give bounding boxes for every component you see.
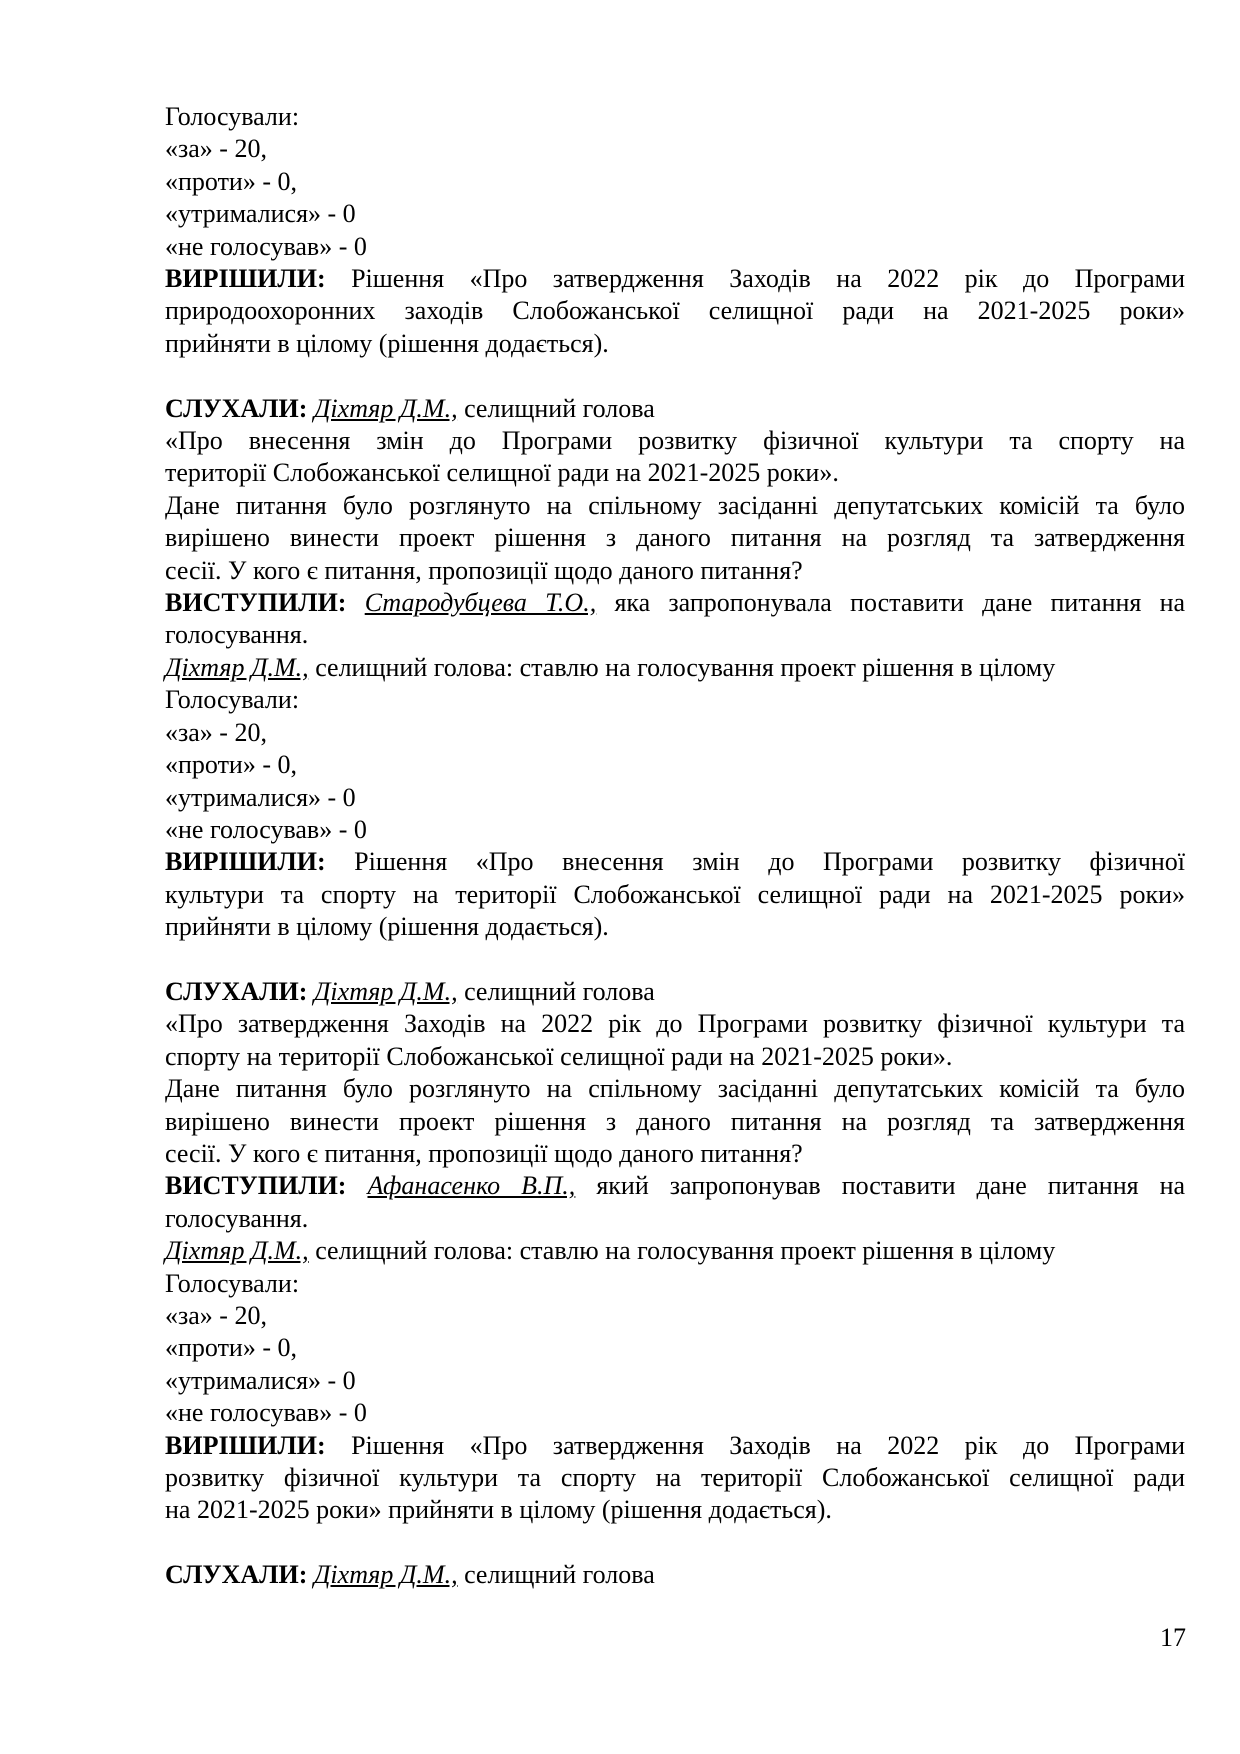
vote-for: «за» - 20, — [165, 717, 267, 747]
vote-against: «проти» - 0, — [165, 166, 298, 196]
agenda-item-4 — [165, 1559, 1185, 1591]
speaker-name: Афанасенко В.П., — [367, 1171, 576, 1201]
info-line: Дане питання було розглянуто на спільному засіданні депутатських комісій та було — [165, 1074, 1185, 1104]
spoke-line-cont: голосування. — [165, 620, 309, 650]
info-line: Дане питання було розглянуто на спільному засіданні депутатських комісій та було — [165, 490, 1185, 520]
spoke-line-cont: голосування. — [165, 1203, 309, 1233]
chair-name: Діхтяр Д.М., — [165, 652, 309, 682]
spoke-line: ВИСТУПИЛИ: Афанасенко В.П., який запропонував поставити дане питання на — [165, 1171, 1186, 1201]
vote-not-voted: «не голосував» - 0 — [165, 814, 367, 844]
heard-label: СЛУХАЛИ: — [165, 1560, 308, 1590]
vote-not-voted: «не голосував» - 0 — [165, 231, 367, 261]
vote-abstained: «утрималися» - 0 — [165, 782, 356, 812]
heard-label: СЛУХАЛИ: — [165, 976, 308, 1006]
info-line: вирішено винести проект рішення з даного питання на розгляд та затвердження — [165, 1106, 1185, 1136]
decision-line: культури та спорту на території Слобожанської селищної ради на 2021-2025 роки» — [165, 879, 1185, 909]
speaker-role: селищний голова — [464, 1560, 655, 1590]
decision-line: на 2021-2025 роки» прийняти в цілому (рішення додається). — [165, 1495, 832, 1525]
vote-for: «за» - 20, — [165, 1301, 267, 1330]
info-line: сесії. У кого є питання, пропозиції щодо даного питання? — [165, 1138, 803, 1168]
topic-line: «Про внесення змін до Програми розвитку фізичної культури та спорту на — [165, 426, 1185, 456]
topic-line: «Про затвердження Заходів на 2022 рік до Програми розвитку фізичної культури та — [165, 1009, 1185, 1039]
decision-line: прийняти в цілому (рішення додається). — [165, 328, 609, 358]
decision-line: ВИРІШИЛИ: Рішення «Про затвердження Заходів на 2022 рік до Програми — [165, 1430, 1186, 1460]
voted-label: Голосували: — [165, 1268, 300, 1298]
heard-line — [165, 393, 1185, 425]
heard-line — [165, 1559, 1185, 1591]
decided-label: ВИРІШИЛИ: — [165, 264, 326, 294]
vote-against: «проти» - 0, — [165, 750, 298, 780]
decision-line: ВИРІШИЛИ: Рішення «Про внесення змін до Програми розвитку фізичної — [165, 847, 1186, 877]
speaker-name: Стародубцева Т.О., — [364, 588, 597, 618]
agenda-item-3 — [165, 976, 1185, 1527]
speaker-name: Діхтяр Д.М., — [313, 1560, 458, 1590]
spoke-line: ВИСТУПИЛИ: Стародубцева Т.О., яка запропонувала поставити дане питання на — [165, 588, 1186, 618]
vote-not-voted: «не голосував» - 0 — [165, 1398, 367, 1428]
info-line: вирішено винести проект рішення з даного питання на розгляд та затвердження — [165, 523, 1185, 553]
chair-line: Діхтяр Д.М., селищний голова: ставлю на голосування проект рішення в цілому — [165, 652, 1056, 682]
decision-line: ВИРІШИЛИ: Рішення «Про затвердження Заходів на 2022 рік до Програми — [165, 264, 1186, 294]
heard-line — [165, 976, 1185, 1008]
decided-label: ВИРІШИЛИ: — [165, 1430, 326, 1460]
chair-name: Діхтяр Д.М., — [165, 1236, 309, 1266]
agenda-item-2 — [165, 393, 1185, 944]
decision-line: прийняти в цілому (рішення додається). — [165, 912, 609, 942]
vote-abstained: «утрималися» - 0 — [165, 1365, 356, 1395]
page-number: 17 — [1160, 1623, 1186, 1652]
voted-label: Голосували: — [165, 102, 300, 131]
speaker-role: селищний голова — [464, 976, 655, 1006]
heard-label: СЛУХАЛИ: — [165, 393, 308, 423]
chair-line: Діхтяр Д.М., селищний голова: ставлю на голосування проект рішення в цілому — [165, 1236, 1056, 1266]
topic-line: території Слобожанської селищної ради на 2021-2025 роки». — [165, 458, 839, 488]
decision-line: розвитку фізичної культури та спорту на території Слобожанської селищної ради — [165, 1463, 1185, 1493]
speaker-name: Діхтяр Д.М., — [313, 976, 458, 1006]
speaker-role: селищний голова — [464, 393, 655, 423]
vote-against: «проти» - 0, — [165, 1333, 298, 1363]
vote-abstained: «утрималися» - 0 — [165, 199, 356, 229]
spoke-label: ВИСТУПИЛИ: — [165, 588, 347, 618]
topic-line: спорту на території Слобожанської селищної ради на 2021-2025 роки». — [165, 1041, 953, 1071]
vote-for: «за» - 20, — [165, 134, 267, 164]
speaker-name: Діхтяр Д.М., — [313, 393, 458, 423]
spoke-label: ВИСТУПИЛИ: — [165, 1171, 347, 1201]
document-page — [165, 101, 1185, 1592]
decision-line: природоохоронних заходів Слобожанської селищної ради на 2021-2025 роки» — [165, 296, 1185, 326]
info-line: сесії. У кого є питання, пропозиції щодо даного питання? — [165, 555, 803, 585]
vote-section-1 — [165, 101, 1185, 360]
voted-label: Голосували: — [165, 685, 300, 715]
decided-label: ВИРІШИЛИ: — [165, 847, 326, 877]
